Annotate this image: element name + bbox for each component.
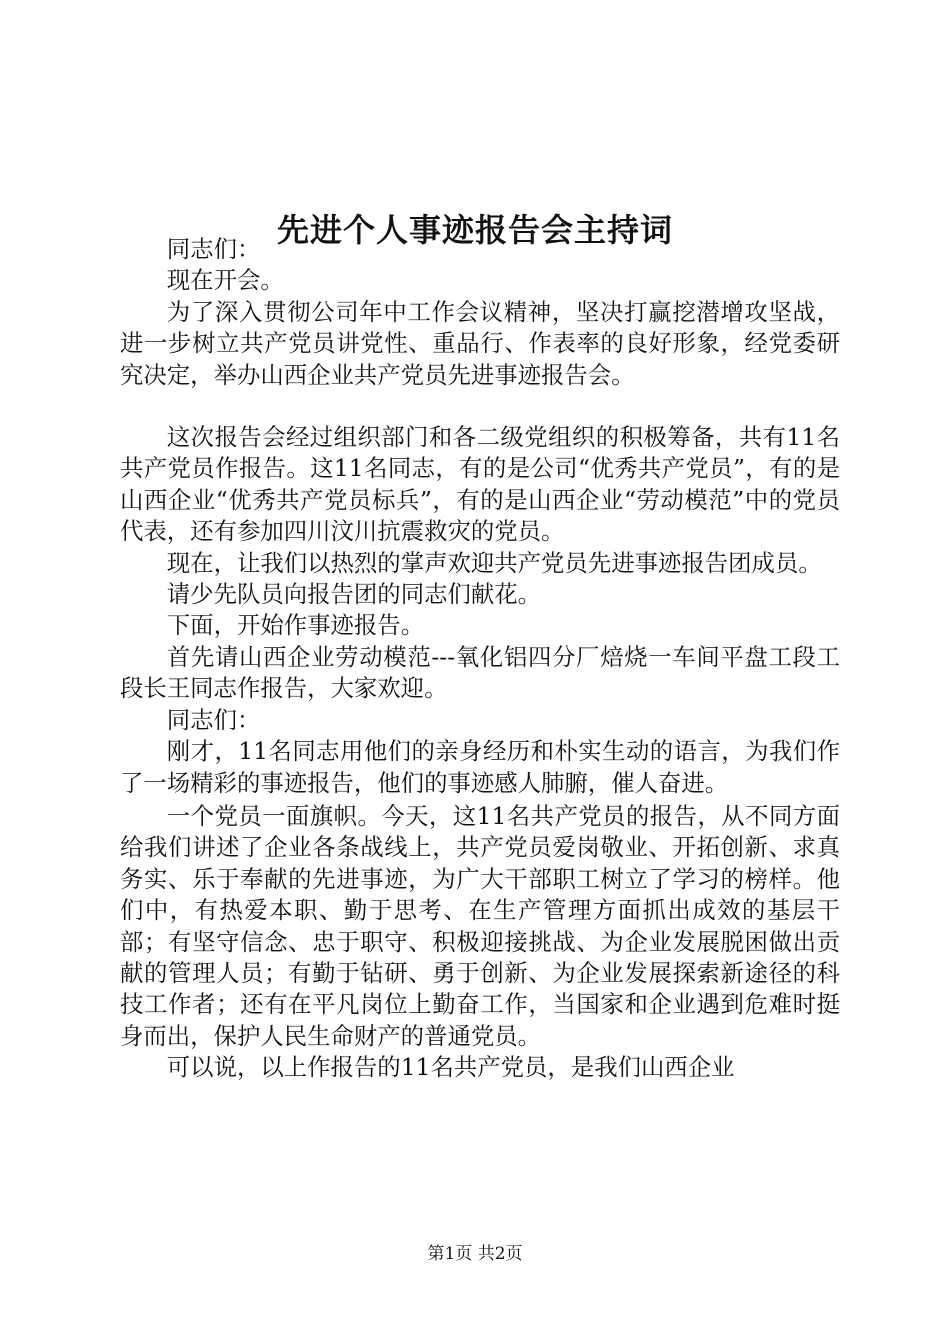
paragraph-first-speaker: 首先请山西企业劳动模范---氧化铝四分厂焙烧一车间平盘工段工段长王同志作报告，大家欢迎。 <box>120 642 840 703</box>
document-body <box>120 234 840 1084</box>
paragraph-purpose: 为了深入贯彻公司年中工作会议精神，坚决打赢挖潜增攻坚战，进一步树立共产党员讲党性、重品行、作表率的良好形象，经党委研究决定，举办山西企业共产党员先进事迹报告会。 <box>120 297 840 389</box>
paragraph-welcome: 现在，让我们以热烈的掌声欢迎共产党员先进事迹报告团成员。 <box>166 548 822 577</box>
paragraph-conclusion: 可以说，以上作报告的11名共产党员，是我们山西企业 <box>166 1053 735 1082</box>
document-title: 先进个人事迹报告会主持词 <box>276 211 673 250</box>
paragraph-opening: 现在开会。 <box>166 266 284 295</box>
paragraph-summary: 刚才，11名同志用他们的亲身经历和朴实生动的语言，为我们作了一场精彩的事迹报告，他们的事迹感人肺腑，催人奋进。 <box>120 737 840 797</box>
page-footer: 第1页 共2页 <box>427 1244 523 1264</box>
paragraph-start: 下面，开始作事迹报告。 <box>166 611 425 640</box>
paragraph-greeting: 同志们： <box>166 235 261 263</box>
paragraph-greeting-2: 同志们： <box>166 705 261 734</box>
paragraph-flag: 一个党员一面旗帜。今天，这11名共产党员的报告，从不同方面给我们讲述了企业各条战线上，共产党员爱岗敬业、开拓创新、求真务实、乐于奉献的先进事迹，为广大干部职工树立了学习的榜样。他们中，有热爱本职、勤于思考、在生产管理方面抓出成效的基层干部；有坚守信念、忠于职守、积极迎接挑战、为企业发展脱困做出贡献的管理人员；有勤于钻研、勇于创新、为企业发展探索新途径的科技工作者；还有在平凡岗位上勤奋工作，当国家和企业遇到危难时挺身而出，保护人民生命财产的普通党员。 <box>120 801 840 1050</box>
paragraph-flowers: 请少先队员向报告团的同志们献花。 <box>166 580 542 609</box>
paragraph-preparation: 这次报告会经过组织部门和各二级党组织的积极筹备，共有11名共产党员作报告。这11名同志，有的是公司“优秀共产党员”，有的是山西企业“优秀共产党员标兵”，有的是山西企业“劳动模范”中的党员代表，还有参加四川汶川抗震救灾的党员。 <box>120 423 840 546</box>
